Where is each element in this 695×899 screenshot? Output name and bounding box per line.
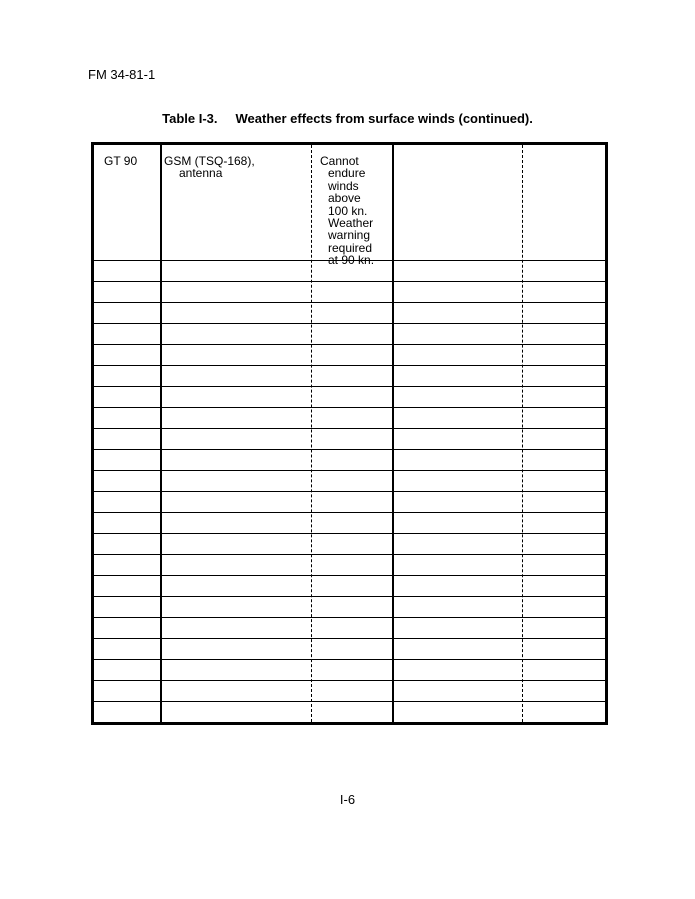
equipment-line-1: GSM (TSQ-168), [164, 154, 255, 168]
table-row-divider [94, 386, 605, 387]
table-row-divider [94, 554, 605, 555]
table-row-divider [94, 659, 605, 660]
table-row-divider [94, 533, 605, 534]
column-divider-4 [522, 145, 523, 722]
table-row-divider [94, 575, 605, 576]
table-row-divider [94, 302, 605, 303]
document-header: FM 34-81-1 [88, 67, 156, 82]
table-row-divider [94, 638, 605, 639]
column-divider-2 [311, 145, 312, 722]
effect-line: Weather [328, 216, 374, 231]
effect-line: Cannot [320, 154, 359, 168]
table-row-divider [94, 365, 605, 366]
weather-table [91, 142, 608, 725]
table-row-divider [94, 344, 605, 345]
table-row-divider [94, 680, 605, 681]
equipment-line-2: antenna [179, 166, 223, 181]
table-row-divider [94, 470, 605, 471]
table-caption: Weather effects from surface winds (continued). [235, 111, 533, 126]
table-row-divider [94, 428, 605, 429]
table-row-divider [94, 617, 605, 618]
row-category: GT 90 [104, 154, 138, 168]
effect-line: warning [328, 228, 371, 243]
effect-line: 100 kn. [328, 203, 368, 218]
effect-line: at 90 kn. [328, 253, 375, 268]
table-row-divider [94, 491, 605, 492]
table-row-divider [94, 281, 605, 282]
column-divider-1 [160, 145, 162, 722]
row-effect [320, 155, 390, 267]
table-row-divider [94, 323, 605, 324]
effect-line: endure [328, 166, 366, 181]
table-row-divider [94, 260, 605, 261]
page-number: I-6 [339, 792, 356, 807]
table-row-divider [94, 701, 605, 702]
table-row-divider [94, 512, 605, 513]
table-row-divider [94, 407, 605, 408]
column-divider-3 [392, 145, 394, 722]
effect-line: required [328, 240, 373, 255]
table-title [0, 111, 695, 126]
table-row-divider [94, 449, 605, 450]
row-equipment [164, 155, 304, 180]
effect-line: winds [328, 178, 359, 193]
table-number: Table I-3. [162, 111, 218, 126]
effect-line: above [328, 191, 361, 206]
table-row-divider [94, 596, 605, 597]
